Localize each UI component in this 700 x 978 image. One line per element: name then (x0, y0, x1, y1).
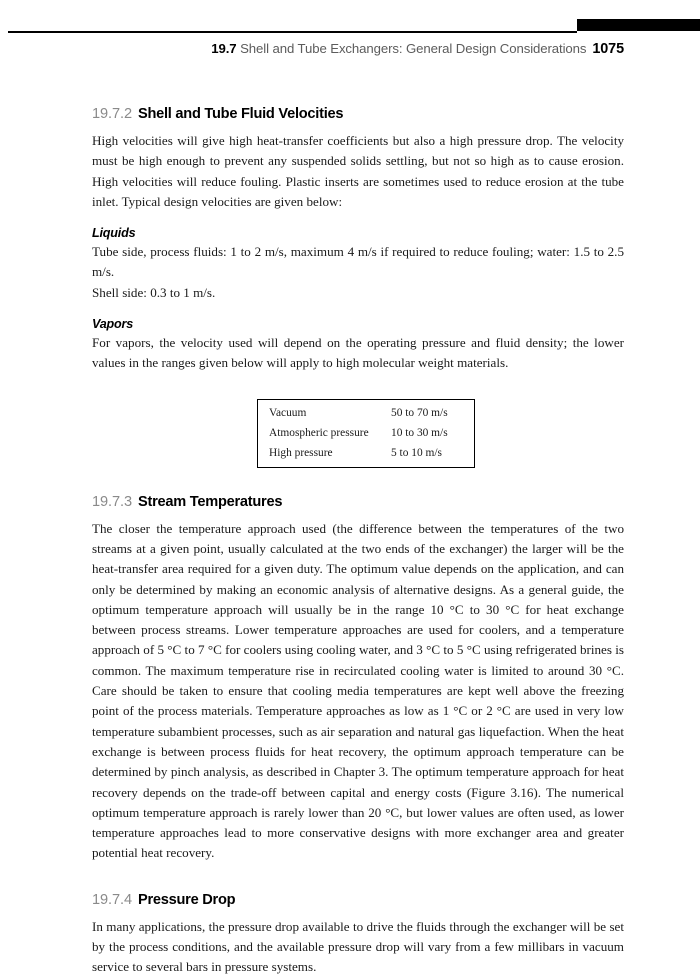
section-19-7-4-paragraph: In many applications, the pressure drop available to drive the fluids through the exchanger will be set by the process conditions, and the available pressure drop will vary from a few millibars in vacuum service to several bars in pressure systems. (92, 918, 624, 975)
section-heading-19-7-2 (92, 106, 624, 122)
header-section-number: 19.7 (211, 41, 237, 56)
table-cell-label: Vacuum (269, 406, 307, 419)
table-cell-value: 50 to 70 m/s (391, 406, 448, 419)
subheading-vapors: Vapors (92, 317, 134, 332)
page-number: 1075 (592, 41, 624, 57)
running-head (0, 0, 700, 72)
table-cell-label: High pressure (269, 446, 333, 459)
table-cell-value: 10 to 30 m/s (391, 426, 448, 439)
section-heading-19-7-4 (92, 892, 624, 908)
section-heading-number: 19.7.4 (92, 891, 132, 908)
header-section-title: Shell and Tube Exchangers: General Design Considerations (240, 41, 587, 56)
header-rule (8, 31, 577, 33)
section-heading-19-7-3 (92, 494, 624, 510)
liquids-paragraph-2: Shell side: 0.3 to 1 m/s. (92, 284, 216, 300)
section-heading-title: Shell and Tube Fluid Velocities (137, 106, 344, 122)
section-heading-title: Stream Temperatures (137, 493, 283, 510)
section-19-7-2-intro-paragraph: High velocities will give high heat-transfer coefficients but also a high pressure drop. The velocity must be high enough to prevent any suspended solids settling, but not so high as to cause erosion. High velocities will reduce fouling. Plastic inserts are sometimes used to reduce erosion at the tube inlet. Typical design velocities are given below: (92, 133, 624, 209)
page-edge-tab-marker (577, 19, 700, 31)
velocity-table-body (258, 399, 475, 467)
section-heading-number: 19.7.3 (92, 493, 132, 510)
vapors-paragraph: For vapors, the velocity used will depend on the operating pressure and fluid density; the lower values in the ranges given below will apply to high molecular weight materials. (92, 335, 624, 371)
table-row (258, 399, 475, 423)
table-row (258, 443, 475, 467)
subheading-liquids: Liquids (92, 226, 136, 241)
section-heading-number: 19.7.2 (92, 106, 132, 122)
section-heading-title: Pressure Drop (137, 891, 236, 908)
liquids-paragraph-1: Tube side, process fluids: 1 to 2 m/s, maximum 4 m/s if required to reduce fouling; water: 1.5 to 2.5 m/s. (92, 244, 624, 280)
vapor-velocity-table (257, 399, 475, 468)
table-row (258, 423, 475, 443)
velocity-table-wrapper (92, 399, 624, 468)
table-cell-value: 5 to 10 m/s (391, 446, 442, 459)
section-19-7-3-paragraph: The closer the temperature approach used (the difference between the temperatures of the two streams at a given point, usually calculated at the two ends of the exchanger) the larger will be the heat-transfer area required for a given duty. The optimum value depends on the application, and can only be determined by making an economic analysis of alternative designs. As a general guide, the optimum temperature approach will usually be in the range 10 °C to 30 °C for heat exchange between process streams. Lower temperature approaches are used for coolers, and a temperature approach of 5 °C to 7 °C for coolers using cooling water, and 3 °C to 5 °C using refrigerated brines is common. The maximum temperature rise in recirculated cooling water is limited to around 30 °C. Care should be taken to ensure that cooling media temperatures are kept well above the freezing point of the process materials. Temperature approaches as low as 1 °C or 2 °C are used in very low temperature subambient processes, such as air separation and natural gas liquefaction. When the heat exchange is between process fluids for heat recovery, the optimum approach temperature can be determined by pinch analysis, as described in Chapter 3. The optimum temperature approach for heat recovery depends on the trade-off between capital and energy costs (Figure 3.16). The numerical optimum temperature approach is rarely lower than 20 °C, but lower values are often used, as lower temperature approaches lead to more conservative designs with more exchanger area and greater potential heat recovery. (92, 520, 624, 861)
header-text-line (0, 41, 624, 57)
content-column (92, 106, 624, 978)
table-cell-label: Atmospheric pressure (269, 426, 369, 439)
